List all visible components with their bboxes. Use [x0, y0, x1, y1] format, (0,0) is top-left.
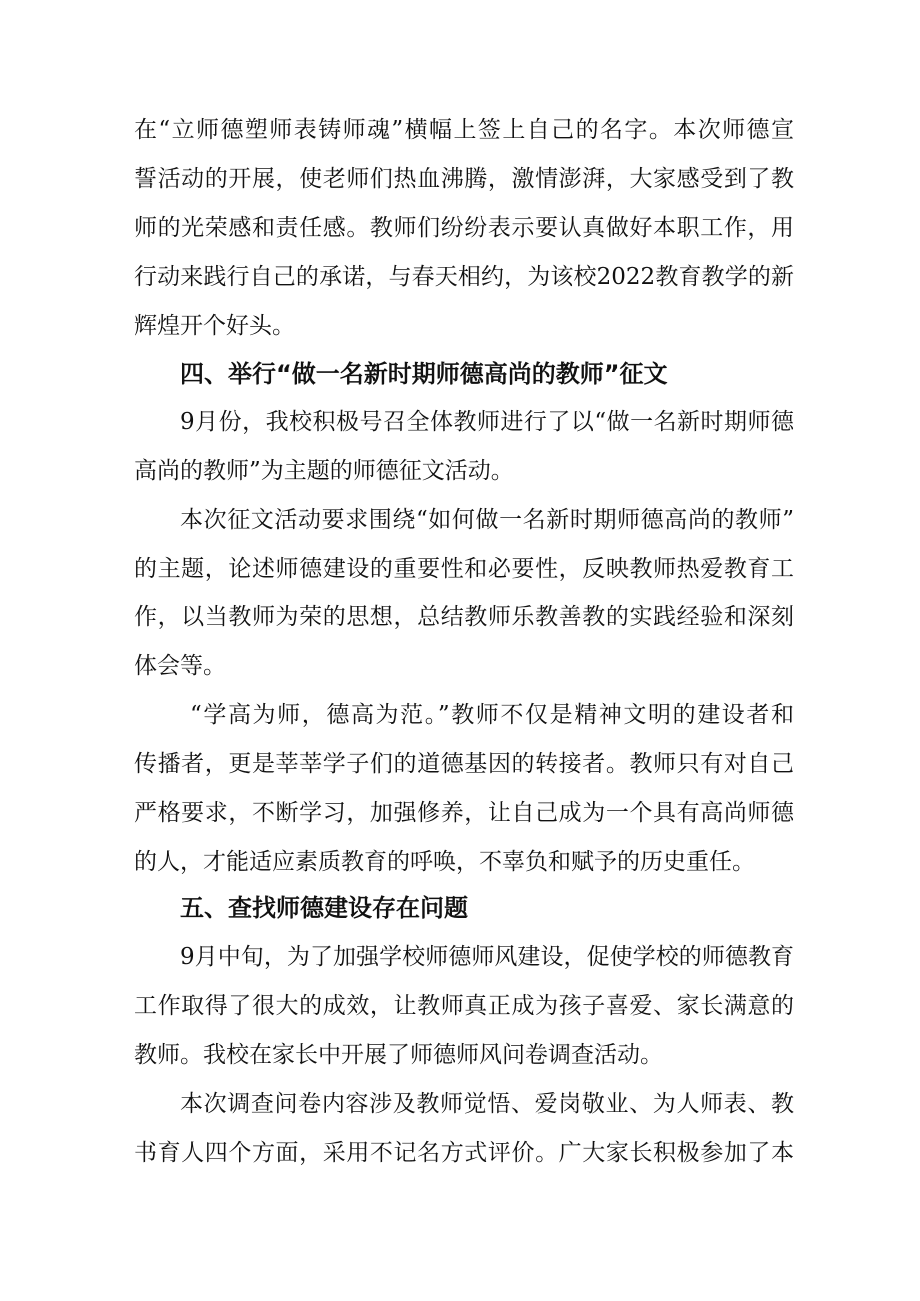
para-b-line-2: 高尚的教师”为主题的师德征文活动。 — [134, 458, 514, 484]
para-c-line-2: 的主题，论述师德建设的重要性和必要性，反映教师热爱教育工 — [134, 556, 794, 582]
para-a-line-1: 在“立师德塑师表铸师魂”横幅上签上自己的名字。本次师德宣 — [134, 117, 794, 143]
para-d-line-3: 严格要求，不断学习，加强修养，让自己成为一个具有高尚师德 — [134, 800, 794, 826]
para-e-line-1: 9月中旬，为了加强学校师德师风建设，促使学校的师德教育 — [180, 944, 794, 970]
para-e-line-3: 教师。我校在家长中开展了师德师风问卷调查活动。 — [134, 1042, 663, 1068]
para-a-line-3: 师的光荣感和责任感。教师们纷纷表示要认真做好本职工作，用 — [134, 215, 794, 241]
para-b-line-1: 9月份，我校积极号召全体教师进行了以“做一名新时期师德 — [180, 409, 794, 435]
para-d-line-4: 的人，才能适应素质教育的呼唤，不辜负和赋予的历史重任。 — [134, 849, 755, 875]
para-a-line-5: 辉煌开个好头。 — [134, 313, 295, 339]
para-a-line-4: 行动来践行自己的承诺，与春天相约，为该校2022教育教学的新 — [134, 264, 794, 290]
para-f-line-1: 本次调查问卷内容涉及教师觉悟、爱岗敬业、为人师表、教 — [180, 1091, 794, 1117]
para-c-line-4: 体会等。 — [134, 653, 226, 679]
section-heading-4: 四、举行“做一名新时期师德高尚的教师”征文 — [180, 360, 668, 388]
para-c-line-1: 本次征文活动要求围绕“如何做一名新时期师德高尚的教师” — [180, 507, 794, 533]
para-c-line-3: 作，以当教师为荣的思想，总结教师乐教善教的实践经验和深刻 — [134, 604, 794, 630]
para-e-line-2: 工作取得了很大的成效，让教师真正成为孩子喜爱、家长满意的 — [134, 993, 794, 1019]
para-a-line-2: 誓活动的开展，使老师们热血沸腾，激情澎湃，大家感受到了教 — [134, 166, 794, 192]
para-f-line-2: 书育人四个方面，采用不记名方式评价。广大家长积极参加了本 — [134, 1140, 794, 1166]
section-heading-5: 五、查找师德建设存在问题 — [180, 894, 468, 922]
para-d-line-2: 传播者，更是莘莘学子们的道德基因的转接者。教师只有对自己 — [134, 751, 794, 777]
para-d-line-1: “学高为师，德高为范。”教师不仅是精神文明的建设者和 — [190, 702, 794, 728]
